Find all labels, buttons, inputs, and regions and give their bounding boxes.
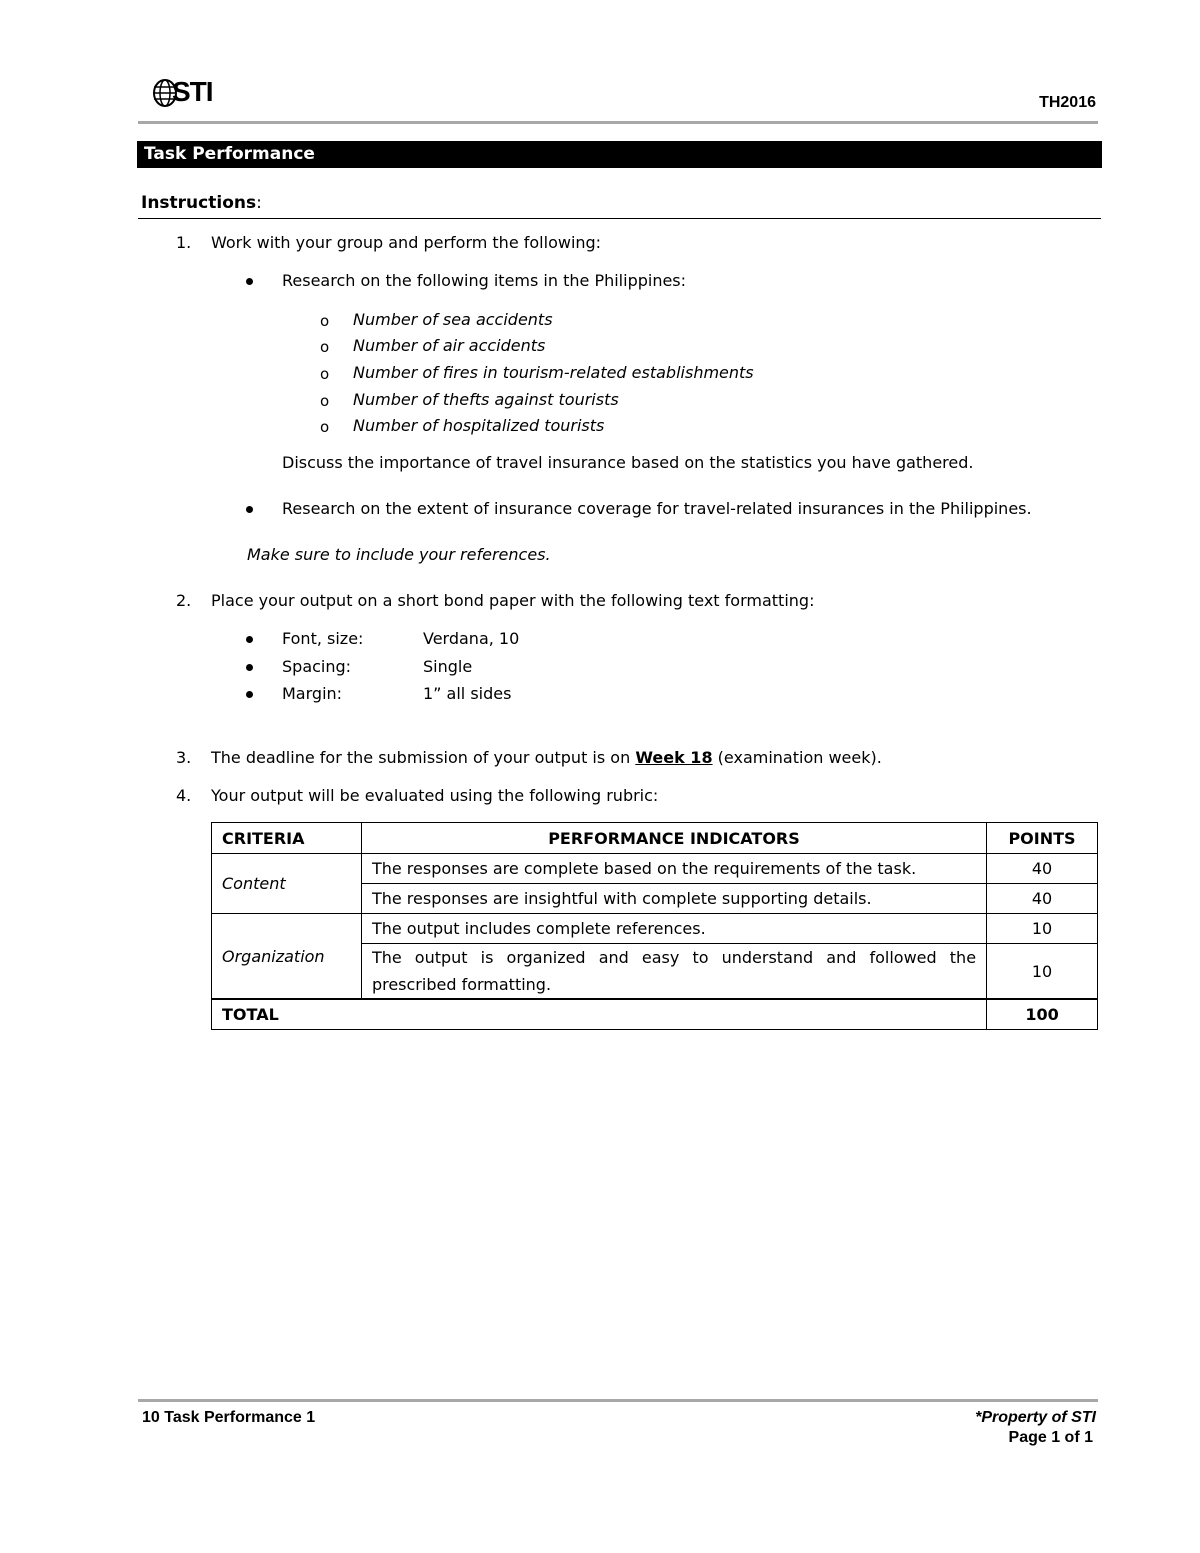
format-value: Single xyxy=(423,657,473,676)
bullet-icon xyxy=(246,278,253,285)
header-rule xyxy=(138,121,1098,124)
section-title: Task Performance xyxy=(144,144,315,164)
deadline-before: The deadline for the submission of your output is on xyxy=(211,748,636,767)
deadline-text xyxy=(211,748,882,767)
footer-rule xyxy=(138,1399,1098,1402)
discussion-text: Discuss the importance of travel insurance based on the statistics you have gathered. xyxy=(282,453,974,472)
item-number: 2. xyxy=(176,591,192,610)
sub-item: Number of fires in tourism-related establishments xyxy=(353,363,754,382)
sub-item: Number of sea accidents xyxy=(353,310,553,329)
points-cell: 40 xyxy=(987,854,1098,884)
format-value: Verdana, 10 xyxy=(423,629,520,648)
sub-item: Number of hospitalized tourists xyxy=(353,416,605,435)
format-label: Font, size: xyxy=(282,629,364,648)
points-cell: 10 xyxy=(987,914,1098,944)
deadline-week: Week 18 xyxy=(635,748,713,767)
section-title-bar xyxy=(137,141,1102,168)
instructions-heading xyxy=(141,193,262,213)
instructions-label: Instructions xyxy=(141,193,257,213)
header-criteria: CRITERIA xyxy=(212,823,362,854)
footer-property: *Property of STI xyxy=(975,1409,1096,1426)
bullet-icon xyxy=(246,506,253,513)
indicator-cell: The responses are insightful with complete supporting details. xyxy=(361,884,986,914)
circle-bullet-icon: o xyxy=(320,418,330,436)
total-label: TOTAL xyxy=(212,999,987,1030)
circle-bullet-icon: o xyxy=(320,312,330,330)
page-number: Page 1 of 1 xyxy=(1008,1429,1093,1446)
format-label: Spacing: xyxy=(282,657,352,676)
document-code: TH2016 xyxy=(1039,94,1096,111)
circle-bullet-icon: o xyxy=(320,365,330,383)
footer-left: 10 Task Performance 1 xyxy=(142,1409,316,1426)
table-row xyxy=(212,854,1098,884)
table-header-row xyxy=(212,823,1098,854)
item-text: Place your output on a short bond paper with the following text formatting: xyxy=(211,591,815,610)
sti-logo xyxy=(152,78,222,110)
instructions-rule xyxy=(138,218,1101,219)
logo-text: STI xyxy=(172,76,213,107)
bullet-icon xyxy=(246,636,253,643)
header-indicators: PERFORMANCE INDICATORS xyxy=(361,823,986,854)
total-points: 100 xyxy=(987,999,1098,1030)
item-number: 1. xyxy=(176,233,192,252)
format-label: Margin: xyxy=(282,684,343,703)
item-text: Work with your group and perform the following: xyxy=(211,233,602,252)
circle-bullet-icon: o xyxy=(320,392,330,410)
points-cell: 40 xyxy=(987,884,1098,914)
indicator-cell: The responses are complete based on the requirements of the task. xyxy=(361,854,986,884)
criteria-cell: Content xyxy=(212,854,362,914)
deadline-after: (examination week). xyxy=(712,748,882,767)
item-text: Your output will be evaluated using the following rubric: xyxy=(211,786,659,805)
bullet-text: Research on the extent of insurance coverage for travel-related insurances in the Philippines. xyxy=(282,499,1032,518)
bullet-icon xyxy=(246,664,253,671)
indicator-cell: The output is organized and easy to understand and followed the prescribed formatting. xyxy=(361,944,986,1000)
item-number: 4. xyxy=(176,786,192,805)
table-total-row xyxy=(212,999,1098,1030)
references-note: Make sure to include your references. xyxy=(247,545,551,564)
points-cell: 10 xyxy=(987,944,1098,1000)
header-points: POINTS xyxy=(987,823,1098,854)
indicator-cell: The output includes complete references. xyxy=(361,914,986,944)
format-value: 1” all sides xyxy=(423,684,512,703)
sub-item: Number of air accidents xyxy=(353,336,546,355)
sub-item: Number of thefts against tourists xyxy=(353,390,619,409)
bullet-icon xyxy=(246,691,253,698)
bullet-text: Research on the following items in the Philippines: xyxy=(282,271,687,290)
instructions-colon: : xyxy=(256,193,262,213)
criteria-cell: Organization xyxy=(212,914,362,1000)
circle-bullet-icon: o xyxy=(320,338,330,356)
item-number: 3. xyxy=(176,748,192,767)
table-row xyxy=(212,914,1098,944)
rubric-table xyxy=(211,822,1098,1030)
